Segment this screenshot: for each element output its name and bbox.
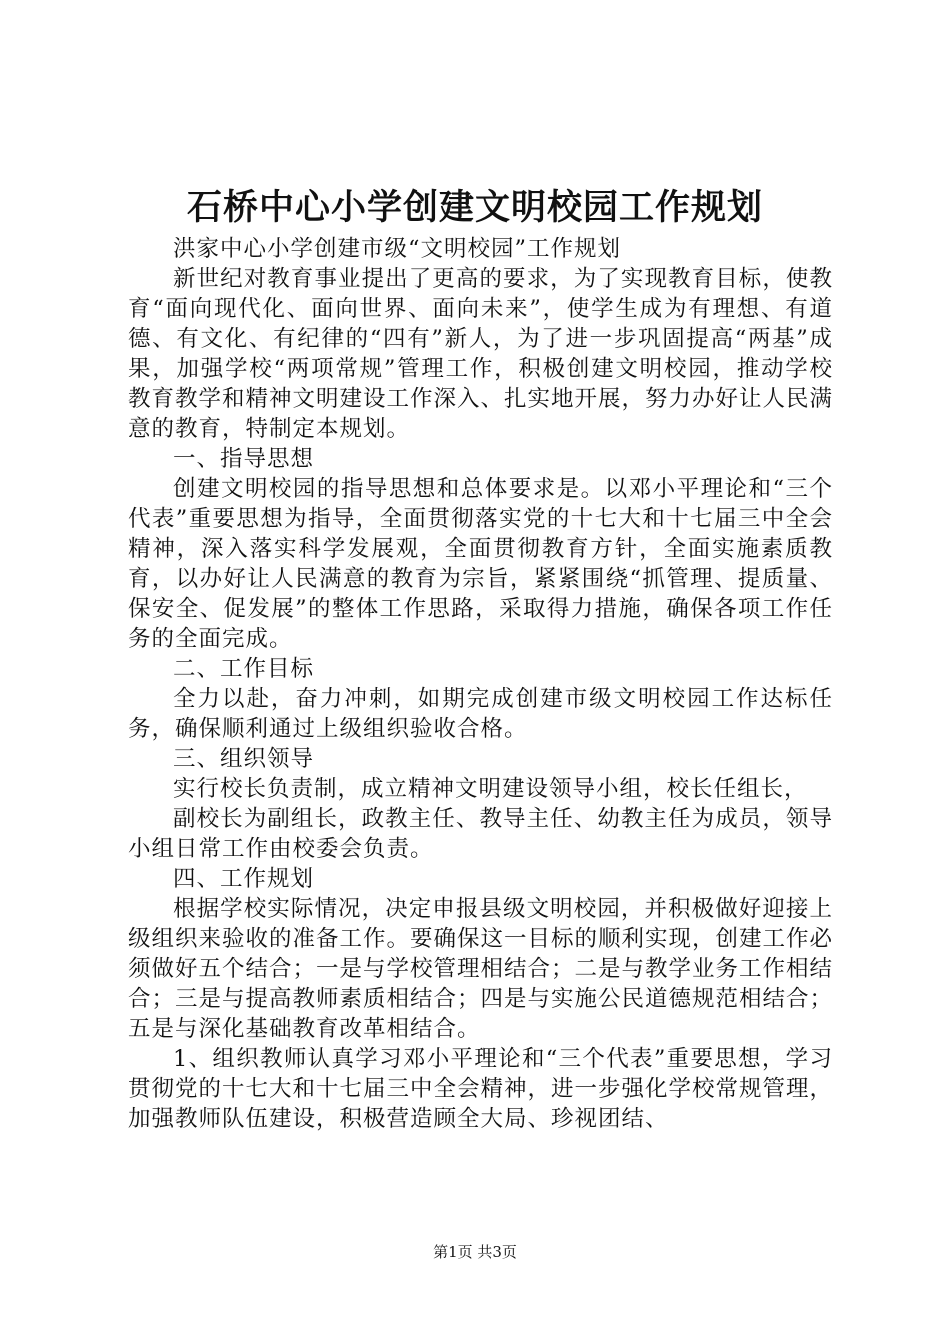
- body-paragraph: 实行校长负责制，成立精神文明建设领导小组，校长任组长，: [173, 776, 808, 802]
- body-paragraph: 副校长为副组长，政教主任、教导主任、幼教主任为成员，领导小组日常工作由校委会负责。: [128, 806, 833, 862]
- document-title: 石桥中心小学创建文明校园工作规划: [186, 187, 763, 228]
- body-paragraph: 创建文明校园的指导思想和总体要求是。以邓小平理论和“三个代表”重要思想为指导，全面贯彻落实党的十七大和十七届三中全会精神，深入落实科学发展观，全面贯彻教育方针，全面实施素质教育，以办好让人民满意的教育为宗旨，紧紧围绕“抓管理、提质量、保安全、促发展”的整体工作思路，采取得力措施，确保各项工作任务的全面完成。: [128, 476, 833, 652]
- document-body: [128, 234, 833, 1134]
- section-heading: 二、工作目标: [173, 656, 315, 682]
- intro-paragraph: 新世纪对教育事业提出了更高的要求，为了实现教育目标，使教育“面向现代化、面向世界、面向未来”，使学生成为有理想、有道德、有文化、有纪律的“四有”新人，为了进一步巩固提高“两基”成果，加强学校“两项常规”管理工作，积极创建文明校园，推动学校教育教学和精神文明建设工作深入、扎实地开展，努力办好让人民满意的教育，特制定本规划。: [128, 266, 834, 442]
- body-paragraph: 全力以赴，奋力冲刺，如期完成创建市级文明校园工作达标任务，确保顺利通过上级组织验收合格。: [128, 686, 833, 742]
- section-heading: 一、指导思想: [173, 446, 315, 472]
- body-paragraph: 1、组织教师认真学习邓小平理论和“三个代表”重要思想，学习贯彻党的十七大和十七届三中全会精神，进一步强化学校常规管理，加强教师队伍建设，积极营造顾全大局、珍视团结、: [128, 1046, 834, 1132]
- page-number-footer: 第1页 共3页: [433, 1243, 517, 1261]
- section-heading: 三、组织领导: [173, 746, 315, 772]
- subtitle-paragraph: 洪家中心小学创建市级“文明校园”工作规划: [173, 236, 622, 262]
- section-heading: 四、工作规划: [173, 866, 315, 892]
- body-paragraph: 根据学校实际情况，决定申报县级文明校园，并积极做好迎接上级组织来验收的准备工作。要确保这一目标的顺利实现，创建工作必须做好五个结合；一是与学校管理相结合；二是与教学业务工作相结合；三是与提高教师素质相结合；四是与实施公民道德规范相结合；五是与深化基础教育改革相结合。: [128, 896, 834, 1042]
